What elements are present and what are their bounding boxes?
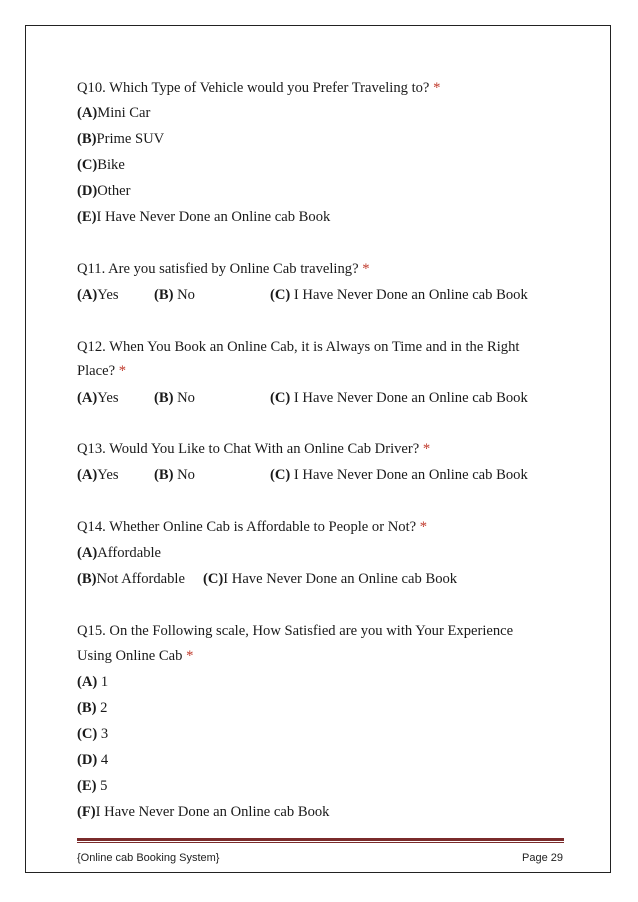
option-text: No [173,390,195,406]
options-row-q13 [77,468,547,483]
option-letter: (C) [77,726,98,742]
footer-rule [77,838,564,841]
option-text: I Have Never Done an Online cab Book [95,804,330,820]
option-q10-c [77,158,125,173]
option-q15-f [77,805,329,820]
option-q10-b [77,132,164,147]
footer-page-number: Page 29 [522,852,563,864]
option-q11-c [270,288,528,303]
option-text: 3 [97,726,109,742]
question-text: Using Online Cab [77,648,183,664]
option-text: I Have Never Done an Online cab Book [290,287,528,303]
required-asterisk: * [422,441,431,457]
option-text: Yes [97,287,119,303]
options-row-q14 [77,572,547,587]
option-letter: (E) [77,209,97,225]
option-text: I Have Never Done an Online cab Book [96,209,331,225]
question-q12 [77,340,519,355]
option-letter: (E) [77,778,97,794]
option-q10-d [77,184,131,199]
option-letter: (B) [154,390,174,406]
option-q12-b [154,391,195,406]
option-text: No [173,467,195,483]
question-text: Q10. Which Type of Vehicle would you Prefer Traveling to? [77,80,430,96]
option-q14-a [77,546,161,561]
question-text: Q15. On the Following scale, How Satisfied are you with Your Experience [77,623,514,639]
question-q14 [77,520,427,535]
question-q10 [77,81,440,96]
option-text: Other [97,183,131,199]
option-q11-b [154,288,195,303]
question-q13 [77,442,430,457]
option-letter: (A) [77,287,98,303]
question-q15 [77,624,513,639]
option-letter: (B) [77,571,97,587]
question-text: Q13. Would You Like to Chat With an Online Cab Driver? [77,441,420,457]
required-asterisk: * [118,363,127,379]
option-q10-a [77,106,150,121]
option-text: No [173,287,195,303]
required-asterisk: * [362,261,370,277]
option-letter: (A) [77,467,98,483]
option-q15-a [77,675,108,690]
option-q13-b [154,468,195,483]
option-q12-c [270,391,528,406]
question-q12-cont [77,364,126,379]
options-row-q11 [77,288,547,303]
option-text: 4 [97,752,109,768]
option-letter: (C) [270,467,291,483]
option-q14-b [77,571,185,587]
option-text: I Have Never Done an Online cab Book [223,571,458,587]
option-text: I Have Never Done an Online cab Book [290,467,528,483]
option-letter: (A) [77,545,98,561]
option-letter: (C) [270,287,291,303]
option-q13-a [77,467,119,483]
option-text: 5 [96,778,108,794]
question-q11 [77,262,370,277]
option-letter: (C) [203,571,224,587]
option-q13-c [270,468,528,483]
footer-title: {Online cab Booking System} [77,852,220,864]
option-letter: (B) [154,467,174,483]
option-letter: (B) [77,700,97,716]
option-q15-b [77,701,107,716]
option-letter: (D) [77,183,98,199]
required-asterisk: * [433,80,441,96]
option-q11-a [77,287,119,303]
option-text: Affordable [97,545,162,561]
option-text: Mini Car [97,105,151,121]
question-text: Q12. When You Book an Online Cab, it is Always on Time and in the Right [77,339,520,355]
option-letter: (F) [77,804,96,820]
option-q14-c [203,572,457,587]
option-letter: (A) [77,390,98,406]
option-text: Yes [97,467,119,483]
option-text: I Have Never Done an Online cab Book [290,390,528,406]
footer-rule-thin [77,842,564,843]
option-letter: (A) [77,674,98,690]
option-q15-c [77,727,108,742]
required-asterisk: * [419,519,428,535]
option-text: 1 [97,674,109,690]
option-q10-e [77,210,330,225]
option-q15-e [77,779,107,794]
option-q12-a [77,390,119,406]
question-text: Q14. Whether Online Cab is Affordable to People or Not? [77,519,417,535]
option-text: 2 [96,700,108,716]
option-letter: (B) [77,131,97,147]
option-letter: (C) [77,157,98,173]
option-text: Prime SUV [96,131,165,147]
option-letter: (A) [77,105,98,121]
question-text: Q11. Are you satisfied by Online Cab traveling? [77,261,359,277]
required-asterisk: * [186,648,194,664]
option-text: Bike [97,157,125,173]
option-letter: (C) [270,390,291,406]
option-text: Yes [97,390,119,406]
option-letter: (D) [77,752,98,768]
option-q15-d [77,753,108,768]
option-text: Not Affordable [96,571,185,587]
options-row-q12 [77,391,547,406]
question-q15-cont [77,649,193,664]
option-letter: (B) [154,287,174,303]
question-text: Place? [77,363,116,379]
